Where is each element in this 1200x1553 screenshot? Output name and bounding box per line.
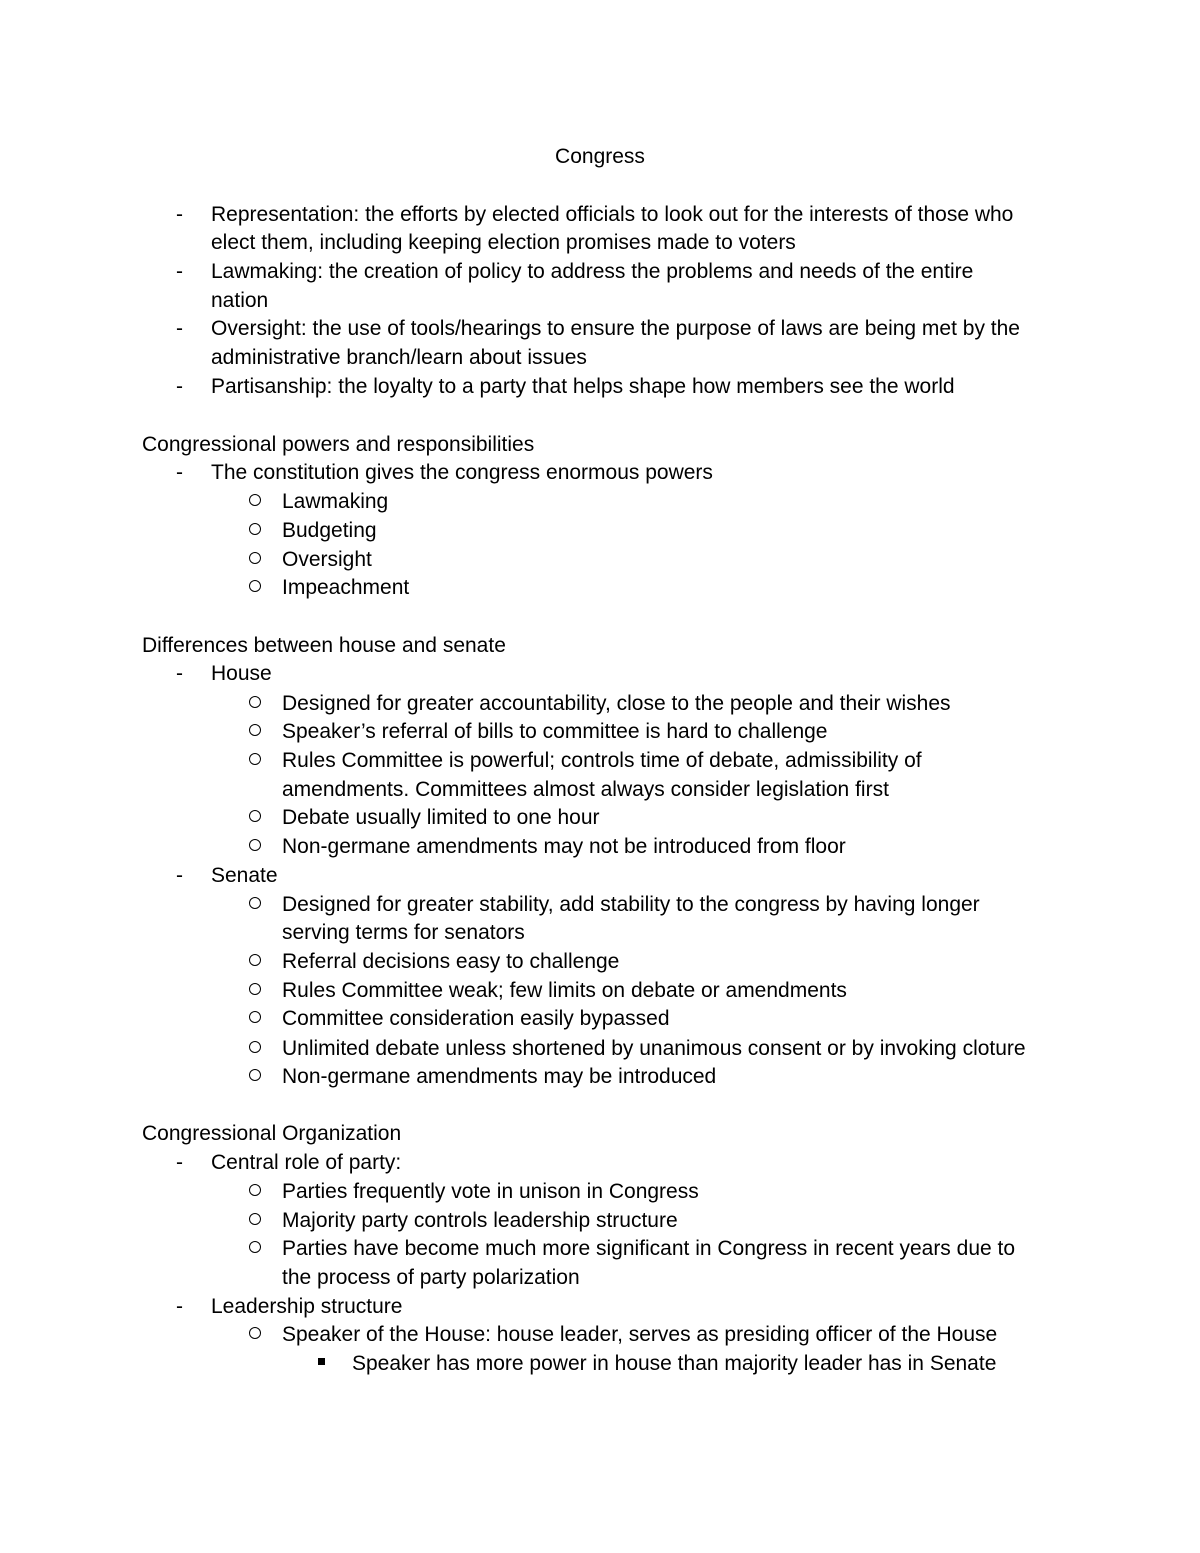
circle-bullet — [249, 1069, 261, 1081]
dash-bullet: - — [176, 864, 183, 887]
circle-bullet — [249, 839, 261, 851]
party-subitem-continued: the process of party polarization — [282, 1266, 580, 1289]
dash-bullet: - — [176, 203, 183, 226]
senate-subitem-continued: serving terms for senators — [282, 921, 525, 944]
circle-bullet — [249, 552, 261, 564]
dash-bullet: - — [176, 317, 183, 340]
powers-subitem: Impeachment — [282, 576, 410, 599]
circle-bullet — [249, 696, 261, 708]
section-heading-powers: Congressional powers and responsibilities — [142, 433, 535, 456]
house-label: House — [211, 662, 272, 685]
circle-bullet — [249, 983, 261, 995]
circle-bullet — [249, 580, 261, 592]
powers-subitem: Budgeting — [282, 519, 377, 542]
circle-bullet — [249, 1213, 261, 1225]
document-title: Congress — [555, 145, 645, 168]
senate-label: Senate — [211, 864, 278, 887]
speaker-item: Speaker of the House: house leader, serves as presiding officer of the House — [282, 1323, 998, 1346]
dash-bullet: - — [176, 662, 183, 685]
definition-oversight-line-2: administrative branch/learn about issues — [211, 346, 587, 369]
dash-bullet: - — [176, 461, 183, 484]
powers-subitem: Oversight — [282, 548, 372, 571]
house-subitem: Speaker’s referral of bills to committee is hard to challenge — [282, 720, 828, 743]
definition-oversight-line-1: Oversight: the use of tools/hearings to ensure the purpose of laws are being met by the — [211, 317, 1020, 340]
section-heading-organization: Congressional Organization — [142, 1122, 402, 1145]
circle-bullet — [249, 1327, 261, 1339]
senate-subitem: Unlimited debate unless shortened by unanimous consent or by invoking cloture — [282, 1037, 1026, 1060]
dash-bullet: - — [176, 1295, 183, 1318]
powers-subitem: Lawmaking — [282, 490, 389, 513]
definition-representation-line-2: elect them, including keeping election promises made to voters — [211, 231, 796, 254]
speaker-note: Speaker has more power in house than majority leader has in Senate — [352, 1352, 997, 1375]
circle-bullet — [249, 1241, 261, 1253]
circle-bullet — [249, 494, 261, 506]
senate-subitem: Referral decisions easy to challenge — [282, 950, 620, 973]
circle-bullet — [249, 753, 261, 765]
house-subitem: Rules Committee is powerful; controls time of debate, admissibility of — [282, 749, 922, 772]
senate-subitem: Designed for greater stability, add stability to the congress by having longer — [282, 893, 980, 916]
senate-subitem: Committee consideration easily bypassed — [282, 1007, 670, 1030]
party-subitem: Parties have become much more significant in Congress in recent years due to — [282, 1237, 1016, 1260]
party-subitem: Parties frequently vote in unison in Congress — [282, 1180, 699, 1203]
section-heading-differences: Differences between house and senate — [142, 634, 506, 657]
house-subitem: Debate usually limited to one hour — [282, 806, 600, 829]
house-subitem: Designed for greater accountability, close to the people and their wishes — [282, 692, 951, 715]
senate-subitem: Non-germane amendments may be introduced — [282, 1065, 717, 1088]
house-subitem-continued: amendments. Committees almost always consider legislation first — [282, 778, 889, 801]
circle-bullet — [249, 1011, 261, 1023]
leadership-label: Leadership structure — [211, 1295, 403, 1318]
circle-bullet — [249, 954, 261, 966]
party-label: Central role of party: — [211, 1151, 402, 1174]
square-bullet — [318, 1358, 325, 1365]
definition-representation-line-1: Representation: the efforts by elected officials to look out for the interests of those who — [211, 203, 1014, 226]
circle-bullet — [249, 897, 261, 909]
senate-subitem: Rules Committee weak; few limits on debate or amendments — [282, 979, 847, 1002]
circle-bullet — [249, 1041, 261, 1053]
circle-bullet — [249, 810, 261, 822]
definition-lawmaking-line-1: Lawmaking: the creation of policy to address the problems and needs of the entire — [211, 260, 974, 283]
dash-bullet: - — [176, 260, 183, 283]
party-subitem: Majority party controls leadership structure — [282, 1209, 678, 1232]
circle-bullet — [249, 1184, 261, 1196]
house-subitem: Non-germane amendments may not be introduced from floor — [282, 835, 846, 858]
definition-partisanship: Partisanship: the loyalty to a party that helps shape how members see the world — [211, 375, 955, 398]
dash-bullet: - — [176, 1151, 183, 1174]
powers-item: The constitution gives the congress enormous powers — [211, 461, 713, 484]
circle-bullet — [249, 523, 261, 535]
definition-lawmaking-line-2: nation — [211, 289, 269, 312]
dash-bullet: - — [176, 375, 183, 398]
circle-bullet — [249, 724, 261, 736]
